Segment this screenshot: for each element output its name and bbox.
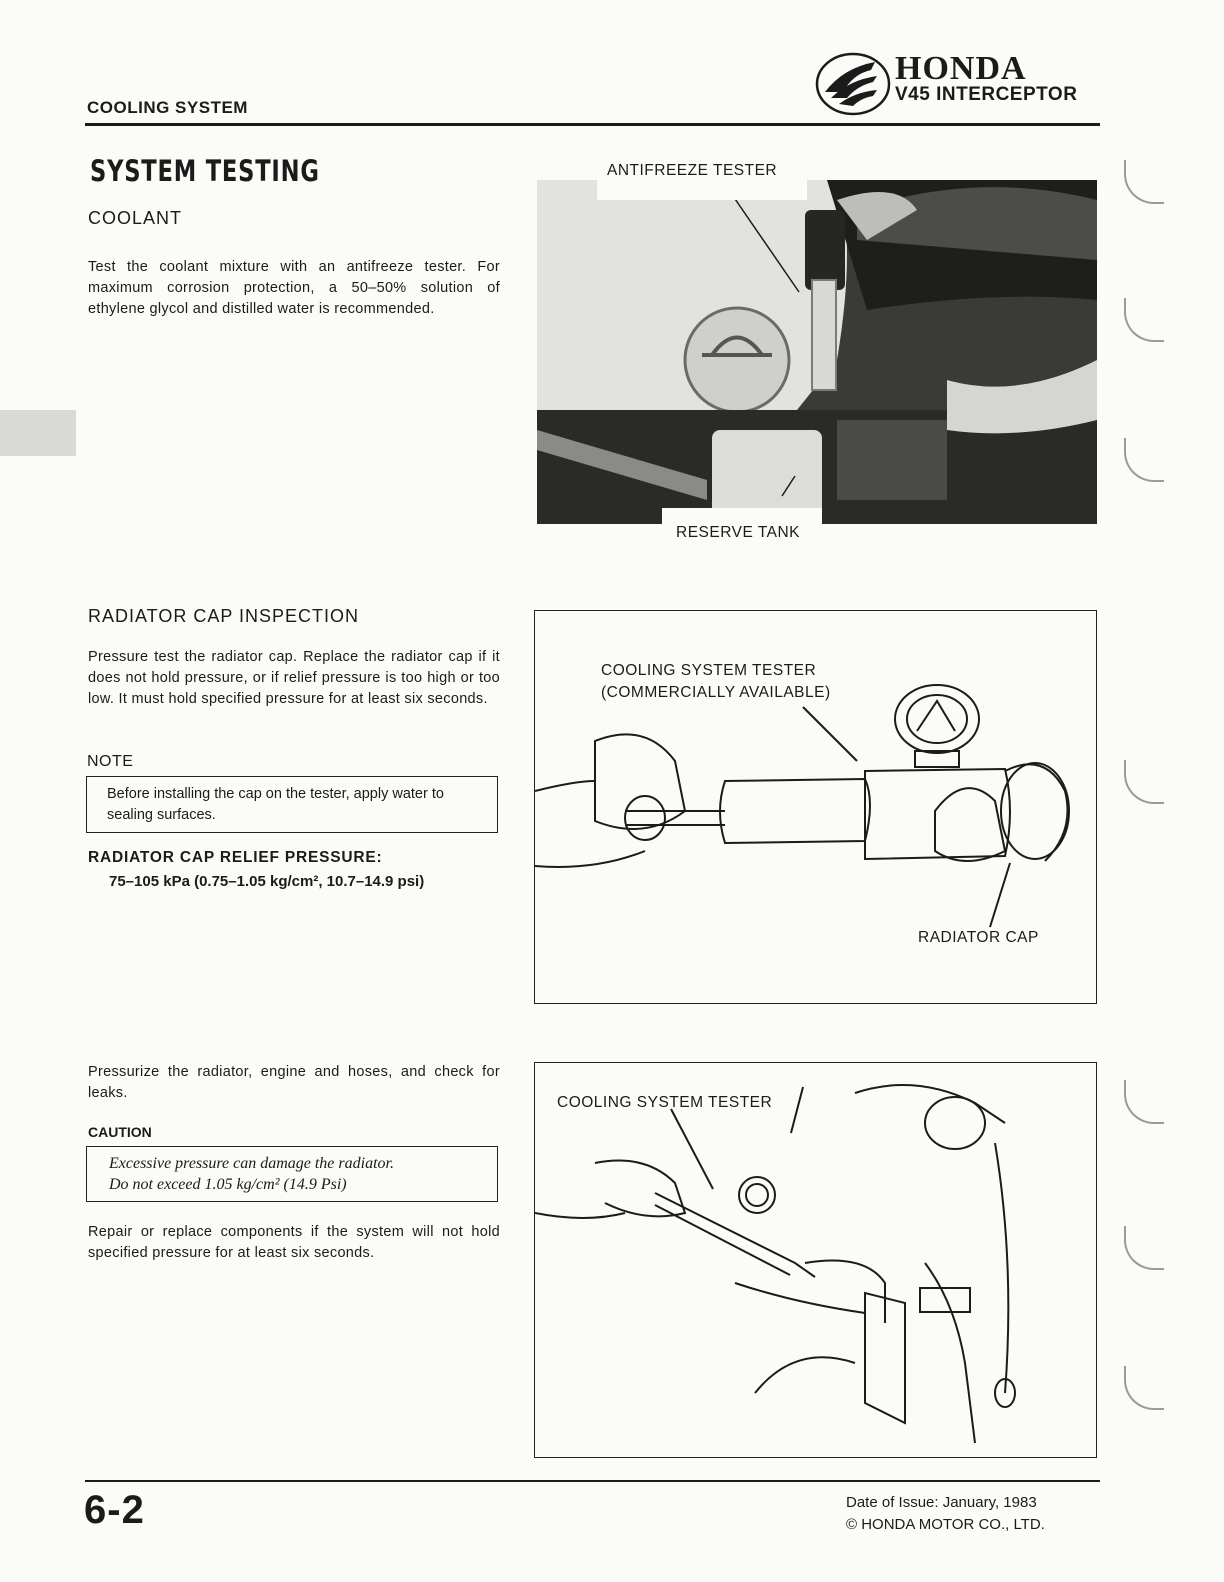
binder-ring-mark <box>1124 1080 1164 1124</box>
model-name: V45 INTERCEPTOR <box>895 84 1078 105</box>
coolant-heading: COOLANT <box>88 208 183 228</box>
spec-value: 75–105 kPa (0.75–1.05 kg/cm², 10.7–14.9 psi) <box>109 873 425 890</box>
pressurize-paragraph: Pressurize the radiator, engine and hoses, and check for leaks. <box>88 1064 500 1101</box>
footer-divider <box>85 1480 1100 1482</box>
reserve-tank-label: RESERVE TANK <box>676 524 801 541</box>
section-title: COOLING SYSTEM <box>87 98 248 117</box>
pressure-test-illustration <box>535 1063 1095 1456</box>
binder-ring-mark <box>1124 1366 1164 1410</box>
caution-box <box>86 1146 498 1202</box>
binder-ring-mark <box>1124 1226 1164 1270</box>
binder-ring-mark <box>1124 438 1164 482</box>
page-number: 6-2 <box>84 1488 145 1532</box>
pressure-test-figure <box>534 1062 1097 1458</box>
spec-label: RADIATOR CAP RELIEF PRESSURE: <box>88 849 383 866</box>
brand-name: HONDA <box>895 50 1027 87</box>
copyright: © HONDA MOTOR CO., LTD. <box>846 1516 1045 1533</box>
pressure-tester-label: COOLING SYSTEM TESTER <box>557 1094 773 1111</box>
radiator-cap-label: RADIATOR CAP <box>918 929 1039 946</box>
caution-line-2: Do not exceed 1.05 kg/cm² (14.9 Psi) <box>109 1176 347 1193</box>
radiator-cap-paragraph: Pressure test the radiator cap. Replace the radiator cap if it does not hold pressure, or if relief pressure is too high or too low. It must hold specified pressure for at least six seconds. <box>88 649 500 707</box>
system-testing-heading: SYSTEM TESTING <box>90 154 320 188</box>
binder-ring-mark <box>1124 760 1164 804</box>
binder-ring-mark <box>1124 298 1164 342</box>
repair-paragraph: Repair or replace components if the system will not hold specified pressure for at least six seconds. <box>88 1224 500 1261</box>
note-box: Before installing the cap on the tester, apply water to sealing surfaces. <box>86 776 498 833</box>
chapter-tab <box>0 410 76 456</box>
caution-label: CAUTION <box>88 1124 152 1140</box>
caution-line-1: Excessive pressure can damage the radiator. <box>109 1155 394 1172</box>
coolant-paragraph: Test the coolant mixture with an antifreeze tester. For maximum corrosion protection, a 50–50% solution of ethylene glycol and distilled water is recommended. <box>88 259 500 317</box>
binder-ring-mark <box>1124 160 1164 204</box>
radiator-cap-heading: RADIATOR CAP INSPECTION <box>88 606 360 626</box>
header-divider <box>85 123 1100 126</box>
tester-label-line-2: (COMMERCIALLY AVAILABLE) <box>601 684 831 701</box>
antifreeze-tester-label: ANTIFREEZE TESTER <box>607 162 778 179</box>
note-label: NOTE <box>87 753 134 770</box>
tester-label-line-1: COOLING SYSTEM TESTER <box>601 662 817 679</box>
antifreeze-tester-photo <box>537 180 1097 524</box>
issue-date: Date of Issue: January, 1983 <box>846 1494 1037 1511</box>
